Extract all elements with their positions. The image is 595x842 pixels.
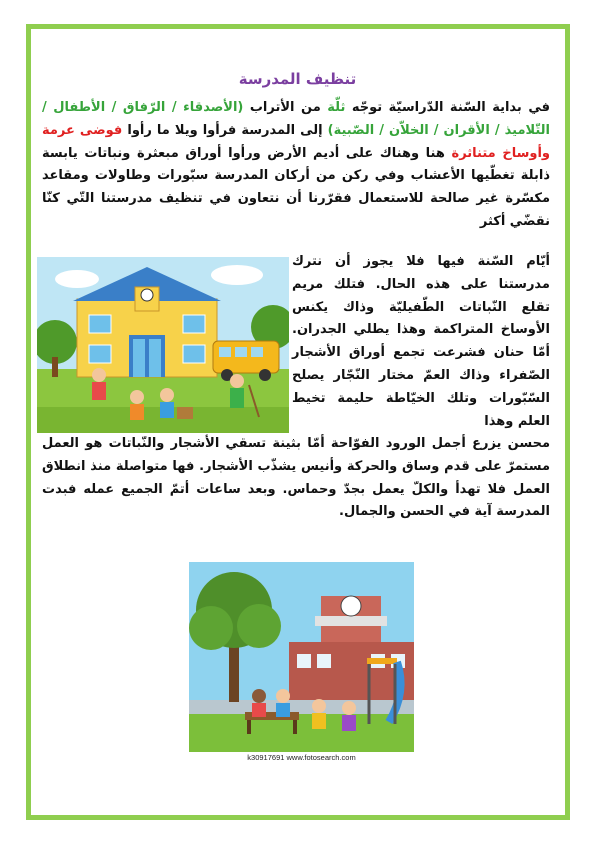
page-title: تنظيف المدرسة — [238, 70, 357, 88]
school-cleaning-illustration — [37, 257, 289, 433]
text-segment: من الأتراب — [243, 100, 328, 115]
text-segment: في بداية السّنة الدّراسيّة توجّه — [345, 100, 550, 115]
schoolyard-illustration — [189, 562, 414, 752]
paragraph-3: محسن يزرع أجمل الورود الفوّاحة أمّا بثينة تسقي الأشجار والنّباتات هو العمل مستمرّ على قدم وساق والحركة وأنيس يشذّب الأشجار. فها متواصلة منذ انطلاق العمل فلا تهدأ والكلّ يعمل بجدّ وحماس. وبعد ساعات أتمّ الجميع عمله فبدت المدرسة آية في الحسن والجمال. — [42, 436, 550, 520]
image-caption: k30917691 www.fotosearch.com — [247, 753, 356, 762]
text-segment: هنا وهناك على أديم الأرض ورأوا أوراق مبعثرة ونباتات يابسة ذابلة تغطّيها الأعشاب وفي ركن من أركان المدرسة سبّورات وطاولات ومقاعد مكسّرة غير صالحة للاستعمال فقرّرنا أن نتعاون في تنظيف مدرستنا التّي كنّا نقضّي أكثر — [42, 145, 550, 229]
text-segment: إلى المدرسة فرأوا ويلا ما رأوا — [122, 122, 328, 138]
paragraph-2: أيّام السّنة فيها فلا يجوز أن نترك مدرستنا على هذه الحال. فتلك مريم تقلع النّباتات الطّفيليّة وذاك يكنس الأوساخ المتراكمة وهذا يطلي الجدران. أمّا حنان فشرعت تجمع أوراق الأشجار الصّفراء وذاك العمّ مختار النّجّار يصلح السّبّورات وتلك الخيّاطة حليمة تخيط العلم وهذا — [292, 254, 550, 429]
synonyms-highlight: (الأصدقاء / الرّفاق / الأطفال / التّلاميذ / الأقران / الخلاّن / الصّبية) — [42, 100, 551, 138]
paragraph-1 — [42, 97, 550, 234]
highlight-word: ثلّة — [327, 100, 346, 115]
red-highlight: فوضى عرمة وأوساخ متناثرة — [42, 122, 550, 161]
